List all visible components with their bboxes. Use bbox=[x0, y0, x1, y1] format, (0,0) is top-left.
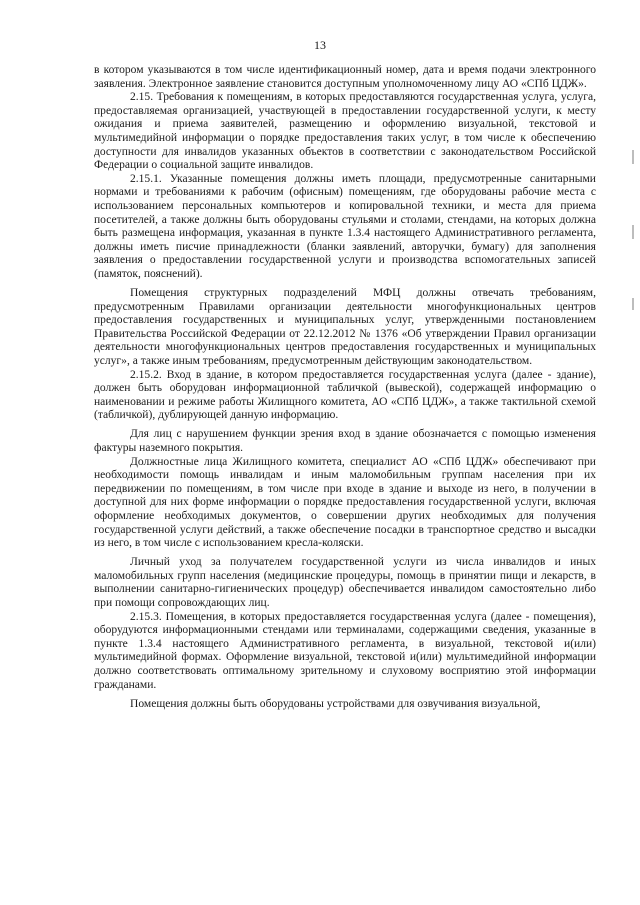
paragraph-personal-care: Личный уход за получателем государственной услуги из числа инвалидов и иных маломобильных групп населения (медицинские процедуры, помощь в принятии пищи и лекарств, в выполнении санитарно-гигиенических процедур) обеспечивается инвалидом самостоятельно либо при помощи сопровождающих лиц. bbox=[94, 556, 596, 610]
page-number: 13 bbox=[314, 38, 326, 52]
paragraph-mfc-requirements: Помещения структурных подразделений МФЦ должны отвечать требованиям, предусмотренным Правилами организации деятельности многофункциональных центров предоставления государственных и муниципальных услуг, утвержденными постановлением Правительства Российской Федерации от 22.12.2012 № 1376 «Об утверждении Правил организации деятельности многофункциональных центров предоставления государственных и муниципальных услуг», а также иным требованиям, предусмотренным действующим законодательством. bbox=[94, 287, 596, 367]
scan-margin-mark bbox=[632, 150, 634, 164]
scan-margin-mark bbox=[632, 298, 634, 310]
paragraph-vision-impaired: Для лиц с нарушением функции зрения вход в здание обозначается с помощью изменения фактуры наземного покрытия. bbox=[94, 428, 596, 455]
paragraph-2-15-3: 2.15.3. Помещения, в которых предоставляется государственная услуга (далее - помещения), оборудуются информационными стендами или терминалами, содержащими сведения, указанные в пункте 1.3.4 настоящего Административного регламента, в визуальной, текстовой и(или) мультимедийной формах. Оформление визуальной, текстовой и(или) мультимедийной информации должно соответствовать оптимальному зрительному и слуховому восприятию этой информации гражданами. bbox=[94, 610, 596, 691]
paragraph-2-15-1: 2.15.1. Указанные помещения должны иметь площади, предусмотренные санитарными нормами и требованиями к рабочим (офисным) помещениям, где оборудованы рабочие места с использованием персональных компьютеров и копировальной техники, и места для приема посетителей, а также должны быть оборудованы стульями и столами, стендами, на которых должна быть размещена информация, указанная в пункте 1.3.4 настоящего Административного регламента, должны иметь писчие принадлежности (бланки заявлений, авторучки, бумагу) для заполнения заявления о предоставлении государственной услуги и производства вспомогательных записей (памяток, пояснений). bbox=[94, 172, 596, 280]
paragraph-2-15-2: 2.15.2. Вход в здание, в котором предоставляется государственная услуга (далее - здание), должен быть оборудован информационной табличкой (вывеской), содержащей информацию о наименовании и режиме работы Жилищного комитета, АО «СПб ЦДЖ», а также тактильной схемой (табличкой), дублирующей данную информацию. bbox=[94, 368, 596, 422]
paragraph-2-15: 2.15. Требования к помещениям, в которых предоставляются государственная услуга, услуга, предоставляемая организацией, участвующей в предоставлении государственной услуги, к месту ожидания и приема заявителей, размещению и оформлению визуальной, текстовой и мультимедийной информации о порядке предоставления таких услуг, в том числе к обеспечению доступности для инвалидов указанных объектов в соответствии с законодательством Российской Федерации о социальной защите инвалидов. bbox=[94, 91, 596, 172]
paragraph-continuation: в котором указываются в том числе идентификационный номер, дата и время подачи электронного заявления. Электронное заявление становится доступным уполномоченному лицу АО «СПб ЦДЖ». bbox=[94, 64, 596, 90]
paragraph-assistance: Должностные лица Жилищного комитета, специалист АО «СПб ЦДЖ» обеспечивают при необходимости помощь инвалидам и иным маломобильным группам населения при их передвижении по помещениям, в том числе при входе в здание и выходе из него, в получении в доступной для них форме информации о порядке предоставления государственной услуги, включая оформление необходимых документов, о совершении других необходимых для получения государственной услуги действий, а также обеспечение посадки в транспортное средство и высадки из него, в том числе с использованием кресла-коляски. bbox=[94, 455, 596, 550]
paragraph-audio-devices: Помещения должны быть оборудованы устройствами для озвучивания визуальной, bbox=[130, 697, 541, 710]
scan-margin-mark bbox=[632, 225, 634, 239]
document-body bbox=[94, 64, 596, 711]
